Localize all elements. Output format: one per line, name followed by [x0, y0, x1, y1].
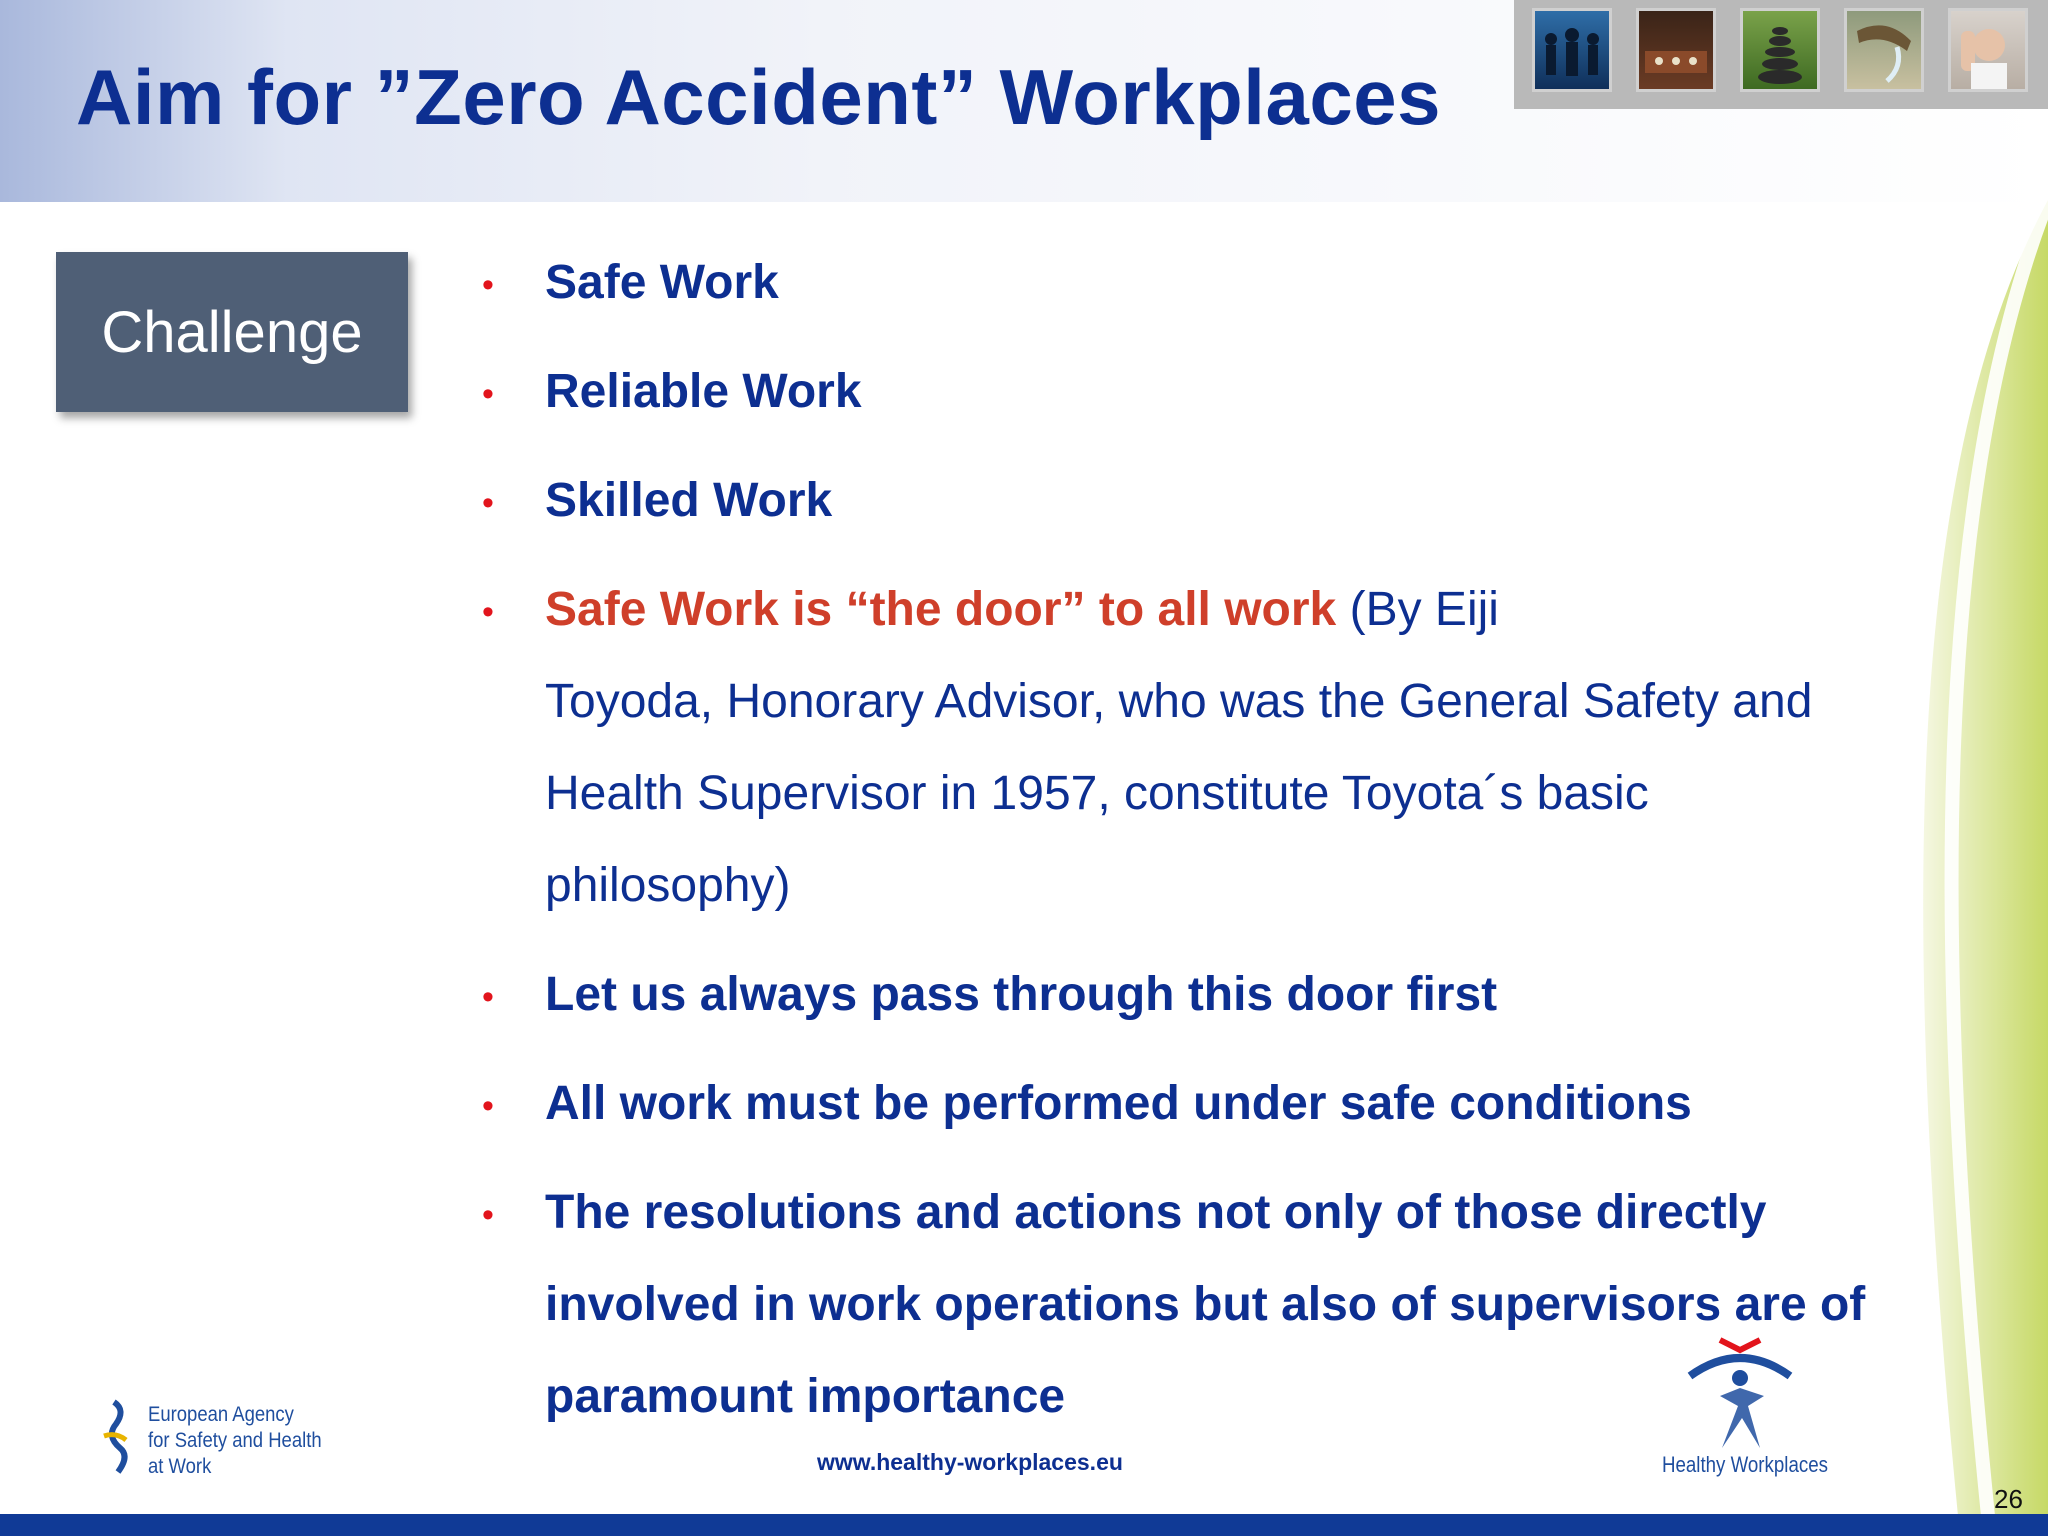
- agency-line-1: European Agency: [148, 1403, 294, 1426]
- eu-osha-text: [148, 1402, 322, 1480]
- bullet-pass-door-first: Let us always pass through this door first: [545, 968, 1498, 1021]
- bullet-resolutions-line1: The resolutions and actions not only of those directly: [545, 1186, 1767, 1239]
- header-photo-strip: [1514, 0, 2048, 109]
- footer-url[interactable]: www.healthy-workplaces.eu: [817, 1449, 1123, 1475]
- agency-line-2: for Safety and Health: [148, 1429, 322, 1452]
- bullet-door-quote-line3: Health Supervisor in 1957, constitute Toyota´s basic: [545, 767, 1649, 820]
- slide-title: Aim for ”Zero Accident” Workplaces: [76, 53, 1441, 141]
- page-number: 26: [1994, 1484, 2023, 1514]
- bullet-marker: •: [482, 375, 494, 413]
- bullet-marker: •: [482, 484, 494, 522]
- challenge-box: [56, 252, 408, 412]
- decorative-curve: [1848, 200, 2048, 1516]
- bullet-door-quote-line1: [545, 583, 1499, 636]
- bullet-skilled-work: Skilled Work: [545, 474, 833, 527]
- challenge-label: Challenge: [101, 299, 363, 365]
- bullet-door-quote-line4: philosophy): [545, 859, 791, 912]
- game-box-photo: [1636, 8, 1716, 92]
- worried-man-photo: [1948, 8, 2028, 92]
- door-quote-highlight: Safe Work is “the door” to all work: [545, 583, 1337, 636]
- agency-line-3: at Work: [148, 1455, 212, 1478]
- healthy-workplaces-text: Healthy Workplaces: [1662, 1452, 1828, 1477]
- bullet-door-quote-line2: Toyoda, Honorary Advisor, who was the General Safety and: [545, 675, 1813, 728]
- water-pouring-photo: [1844, 8, 1924, 92]
- bullet-resolutions-line2: involved in work operations but also of supervisors are of: [545, 1278, 1866, 1331]
- bullet-resolutions-line3: paramount importance: [545, 1370, 1066, 1423]
- bullet-reliable-work: Reliable Work: [545, 365, 862, 418]
- bullet-marker: •: [482, 1087, 494, 1125]
- bullet-safe-work: Safe Work: [545, 256, 779, 309]
- bullet-marker: •: [482, 266, 494, 304]
- bullet-marker: •: [482, 1196, 494, 1234]
- bullet-marker: •: [482, 593, 494, 631]
- door-quote-attribution: (By Eiji: [1336, 583, 1499, 636]
- stacked-stones-photo: [1740, 8, 1820, 92]
- bottom-bar: [0, 1514, 2048, 1536]
- people-silhouettes-photo: [1532, 8, 1612, 92]
- bullet-marker: •: [482, 978, 494, 1016]
- bullet-safe-conditions: All work must be performed under safe conditions: [545, 1077, 1692, 1130]
